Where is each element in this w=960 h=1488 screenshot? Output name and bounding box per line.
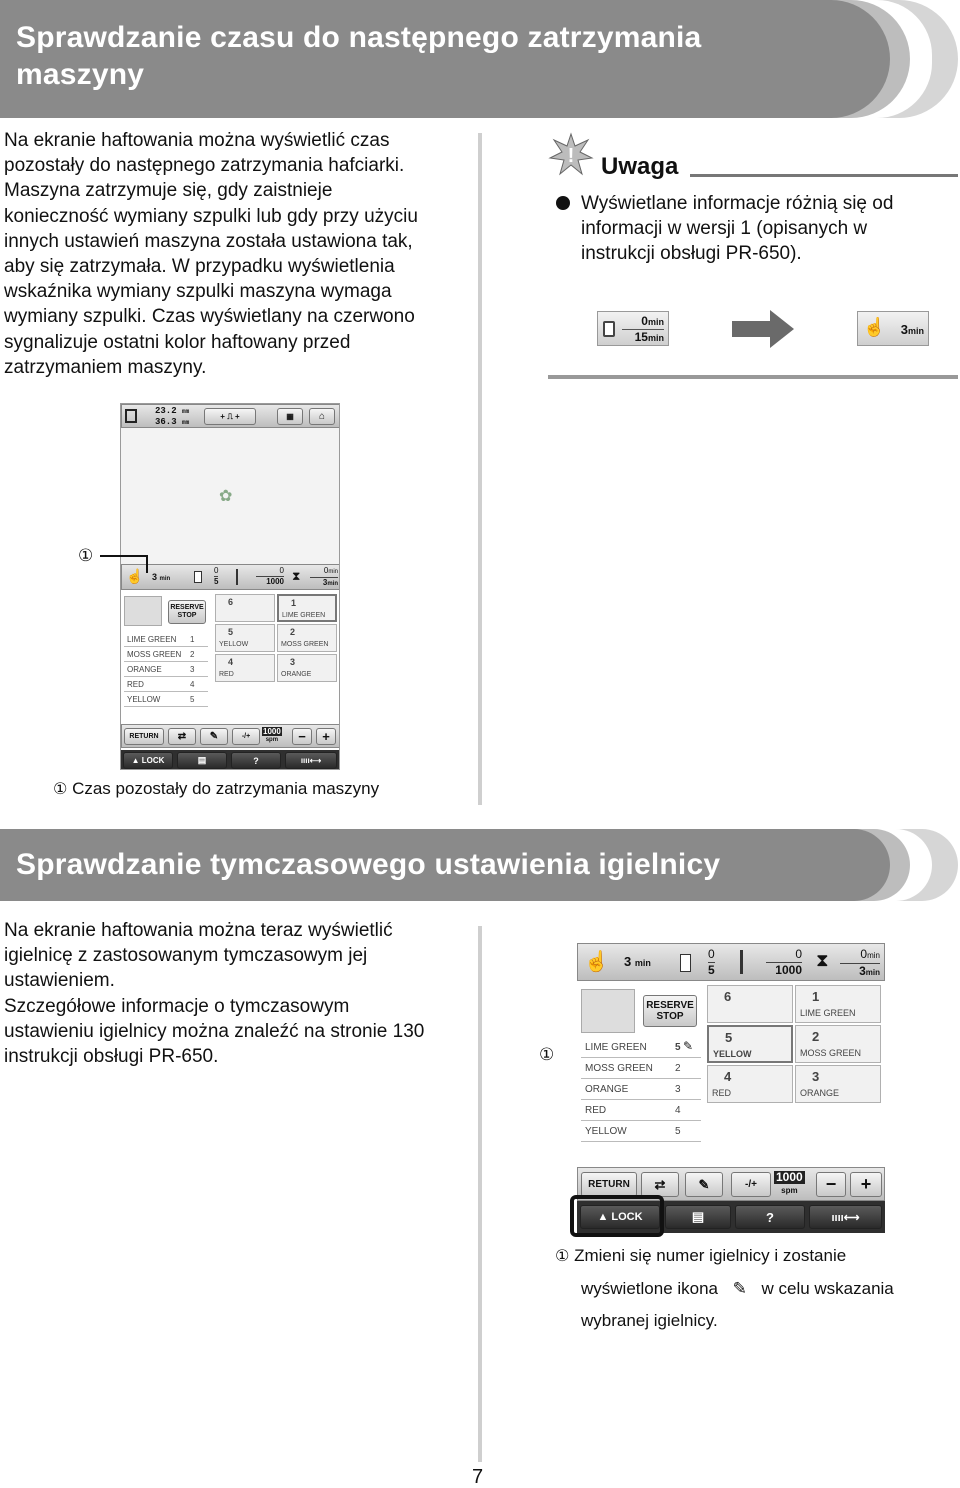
stitch-top: 0 (279, 566, 284, 575)
needle-number: 6 (228, 597, 234, 607)
note-icon (548, 132, 594, 178)
needle-color: RED (712, 1088, 732, 1098)
needle-cell[interactable] (215, 594, 275, 622)
column-divider (478, 926, 482, 1462)
timer-unit: min (867, 951, 880, 960)
indicator-before (597, 311, 669, 346)
help-button[interactable]: ? (735, 1205, 805, 1229)
needle-icon (236, 569, 238, 585)
needle-color: LIME GREEN (800, 1008, 856, 1018)
color-needle: 3 (675, 1084, 681, 1095)
bobbin-icon (603, 321, 615, 337)
needle-cell[interactable] (277, 624, 337, 652)
timer-top: 0 (323, 566, 329, 575)
timer-bottom: 3 (859, 964, 866, 978)
design-thumbnail: ✿ (219, 488, 233, 505)
timer-unit: min (327, 581, 338, 587)
color-name: LIME GREEN (127, 635, 177, 644)
color-row[interactable] (124, 677, 208, 692)
speed-minus-button[interactable]: − (292, 728, 312, 745)
bobbin-bottom: 5 (708, 963, 715, 977)
body-line: ustawieniem. (4, 970, 115, 992)
caption-text: wyświetlone ikona (581, 1278, 719, 1298)
needle-bar-button[interactable]: ıııı⟷ (285, 752, 337, 769)
body-line: Szczegółowe informacje o tymczasowym (4, 995, 350, 1017)
section1-title (16, 19, 701, 93)
color-name: RED (127, 680, 144, 689)
time-unit: min (634, 958, 651, 968)
timer-top: 0 (860, 947, 868, 961)
speed-plus-button[interactable]: + (850, 1172, 882, 1197)
needle-color: ORANGE (800, 1088, 840, 1098)
lock-button[interactable] (123, 752, 173, 769)
color-row[interactable] (124, 692, 208, 707)
design-mini-preview (581, 989, 635, 1033)
caption-2-line1 (555, 1240, 955, 1273)
design-mini-preview (124, 596, 162, 626)
bobbin-swap-button[interactable]: ⇄ (641, 1172, 679, 1197)
arrow-right-icon (732, 310, 794, 348)
needle-color: ORANGE (281, 671, 312, 678)
bobbin-top: 0 (708, 947, 715, 961)
bobbin-icon (680, 954, 691, 972)
timer-unit: min (328, 569, 338, 575)
needle-cell[interactable] (277, 594, 337, 622)
needle-color: YELLOW (713, 1049, 752, 1059)
frame-button[interactable]: + ⎍ + (204, 408, 256, 425)
note-bullet (556, 196, 570, 210)
needle-cell[interactable] (215, 654, 275, 682)
body-line: ustawieniu igielnicy można znaleźć na stronie 130 (4, 1020, 425, 1042)
needle-cell[interactable] (215, 624, 275, 652)
time-to-stop (624, 954, 651, 969)
needle-color: YELLOW (219, 641, 249, 648)
indicator-top-unit: min (647, 317, 664, 327)
speed-unit: spm (265, 737, 279, 743)
caption-marker: ① (53, 779, 68, 798)
section1-title-line1: Sprawdzanie czasu do następnego zatrzymania (16, 21, 702, 54)
warning-icon: ▲ (131, 756, 140, 765)
timer-unit: min (865, 968, 880, 977)
needle-tool-button[interactable]: ✎ (685, 1172, 723, 1197)
list-button[interactable]: ▤ (665, 1205, 731, 1229)
needle-number: 1 (812, 989, 820, 1004)
section1-banner (0, 0, 960, 118)
callout-marker-1: ① (78, 546, 94, 566)
needle-tool-button[interactable]: ✎ (200, 728, 228, 745)
lock-label: LOCK (141, 756, 165, 765)
needle-number: 4 (724, 1069, 732, 1084)
color-name: LIME GREEN (585, 1042, 647, 1053)
page-number: 7 (472, 1466, 484, 1488)
note-line: informacji w wersji 1 (opisanych w (581, 218, 868, 240)
hand-icon: ☝ (863, 317, 886, 337)
size-icon (125, 409, 137, 423)
color-name: ORANGE (127, 665, 162, 674)
color-needle: 2 (675, 1063, 681, 1074)
body-line: instrukcji obsługi PR-650. (4, 1046, 219, 1068)
caption-text: w celu wskazania (761, 1278, 894, 1298)
reserve-label: RESERVE (170, 604, 204, 611)
hourglass-icon: ⧗ (292, 569, 301, 583)
speed-display (262, 727, 282, 745)
reserve-label: RESERVE (646, 1000, 694, 1011)
color-name: RED (585, 1105, 607, 1116)
speed-display (774, 1171, 805, 1197)
body-line: innych ustawień maszyna została ustawiona tak, (4, 230, 413, 252)
needle-color: MOSS GREEN (281, 641, 329, 648)
caption-2 (555, 1240, 955, 1338)
note-text (581, 191, 951, 267)
needle-cell[interactable] (707, 985, 793, 1023)
needle-cell[interactable] (707, 1065, 793, 1103)
body-line: wskaźnika wymiany szpulki maszyna wymaga (4, 281, 392, 303)
needle-number: 3 (812, 1069, 820, 1084)
caption-1 (53, 779, 379, 799)
bobbin-bottom: 5 (214, 577, 219, 586)
body-line: konieczność wymiany szpulki lub gdy przy użyciu (4, 205, 418, 227)
needle-cell[interactable] (707, 1025, 793, 1063)
color-name: MOSS GREEN (585, 1063, 653, 1074)
size-unit: mm (182, 408, 190, 415)
needle-color: RED (219, 671, 234, 678)
needle-number: 2 (290, 627, 296, 637)
reserve-stop-button[interactable] (168, 600, 206, 624)
needle-number: 6 (724, 989, 732, 1004)
embroidery-button[interactable]: ▦ (277, 408, 303, 425)
needle-cell[interactable] (795, 1025, 881, 1063)
body-line: Maszyna zatrzymuje się, gdy zaistnieje (4, 180, 333, 202)
callout-line-1 (100, 555, 148, 557)
reserve-stop-button[interactable] (643, 995, 697, 1027)
stitch-bottom: 1000 (256, 576, 284, 587)
color-needle: 5 (675, 1126, 681, 1137)
bobbin-counter (708, 947, 715, 978)
time-value: 3 (624, 954, 632, 969)
needle-number: 2 (812, 1029, 820, 1044)
indicator-after-value (901, 322, 924, 337)
needle-setting-icon: ✎ (732, 1278, 747, 1298)
stop-label: STOP (177, 612, 197, 619)
caption-marker: ① (555, 1246, 570, 1265)
needle-number: 4 (228, 657, 234, 667)
needle-number: 5 (725, 1030, 733, 1045)
body-line: sygnalizuje ostatni kolor haftowany przed (4, 331, 351, 353)
bobbin-swap-button[interactable]: ⇄ (168, 728, 196, 745)
color-row[interactable] (581, 1100, 701, 1121)
body-line: igielnicę z zastosowanym tymczasowym jej (4, 945, 368, 967)
warning-icon: ▲ (597, 1211, 609, 1223)
note-title-rule (690, 174, 958, 177)
stitch-bottom: 1000 (766, 962, 802, 978)
color-needle: 5 (675, 1042, 681, 1053)
indicator-bottom (635, 330, 664, 344)
return-button[interactable]: RETURN (124, 728, 164, 745)
indicator-bottom-unit: min (647, 333, 664, 343)
help-button[interactable]: ? (231, 752, 281, 769)
indicator-after-unit: min (907, 326, 924, 336)
color-name: YELLOW (127, 695, 161, 704)
list-button[interactable]: ▤ (177, 752, 227, 769)
stitch-counter (256, 566, 284, 587)
caption-text: Zmieni się numer igielnicy i zostanie (574, 1246, 847, 1265)
lock-label: LOCK (611, 1211, 643, 1223)
color-row[interactable] (124, 662, 208, 677)
color-row[interactable] (124, 632, 208, 647)
speed-value: 1000 (776, 1170, 803, 1184)
stitch-top: 0 (795, 947, 802, 961)
note-line: instrukcji obsługi PR-650). (581, 243, 802, 265)
color-needle: 2 (190, 650, 195, 659)
needle-number: 3 (290, 657, 296, 667)
speed-adjust-button[interactable]: -/+ (232, 728, 260, 745)
caption-text: Czas pozostały do zatrzymania maszyny (72, 779, 380, 798)
body-line: aby się zatrzymała. W przypadku wyświetlenia (4, 256, 395, 278)
needle-icon (740, 950, 743, 974)
stitch-counter (766, 947, 802, 978)
color-needle: 3 (190, 665, 195, 674)
timer-bottom: 3 (322, 578, 328, 587)
color-needle: 4 (675, 1105, 681, 1116)
section1-title-line2: maszyny (16, 58, 145, 91)
screen2-status-bar (577, 943, 885, 981)
body-line: wymiany szpulki. Czas wyświetlany na czerwono (4, 306, 415, 328)
caption-2-line3: wybranej igielnicy. (581, 1311, 718, 1330)
size-width: 23.2 (155, 406, 177, 416)
indicator-top (641, 314, 664, 328)
screen1-status-bar (121, 564, 340, 590)
size-height: 36.3 (155, 417, 177, 427)
embroidery-screen-2 (577, 943, 885, 1233)
hand-icon: ☝ (584, 951, 609, 973)
hourglass-icon: ⧗ (816, 950, 829, 970)
svg-text:!: ! (567, 145, 575, 167)
color-row[interactable] (581, 1121, 701, 1142)
speed-unit: spm (781, 1186, 798, 1195)
hand-icon: ☝ (126, 568, 144, 584)
column-divider (478, 133, 482, 805)
body-line: Na ekranie haftowania można wyświetlić czas (4, 130, 390, 151)
needle-number: 5 (228, 627, 234, 637)
needle-tool-indicator-icon: ✎ (683, 1039, 694, 1053)
color-needle: 1 (190, 635, 195, 644)
time-to-stop (152, 572, 170, 582)
needle-cell[interactable] (795, 1065, 881, 1103)
color-row[interactable] (581, 1079, 701, 1100)
embroidery-screen-1 (120, 403, 340, 770)
color-row[interactable] (581, 1058, 701, 1079)
section2-banner (0, 829, 960, 901)
body-line: Na ekranie haftowania można teraz wyświetlić (4, 920, 393, 941)
size-unit: mm (182, 419, 190, 426)
callout-marker-2: ① (539, 1045, 555, 1065)
needle-bar-button[interactable]: ıııı⟷ (809, 1205, 882, 1229)
note-bottom-rule (548, 375, 958, 379)
color-needle: 5 (190, 695, 195, 704)
indicator-top-value: 0 (641, 314, 648, 328)
color-needle: 4 (190, 680, 195, 689)
callout-line-1-v (146, 555, 148, 573)
section1-body (4, 128, 474, 380)
body-line: zatrzymaniem maszyny. (4, 356, 207, 378)
needle-number: 1 (291, 598, 297, 608)
home-button[interactable]: ⌂ (309, 408, 335, 425)
section2-title: Sprawdzanie tymczasowego ustawienia igielnicy (16, 848, 721, 881)
color-name: MOSS GREEN (127, 650, 182, 659)
note-title: Uwaga (601, 153, 679, 180)
speed-plus-button[interactable]: + (316, 728, 336, 745)
indicator-after-number: 3 (900, 322, 908, 337)
lock-button-highlight (570, 1195, 664, 1237)
return-button[interactable]: RETURN (581, 1172, 637, 1197)
timer-counter (840, 947, 880, 980)
speed-value: 1000 (263, 727, 281, 736)
indicator-after (857, 311, 929, 346)
bobbin-icon (194, 571, 202, 583)
timer-counter (310, 566, 338, 589)
stop-label: STOP (656, 1011, 684, 1022)
bobbin-counter (214, 566, 218, 587)
needle-cell[interactable] (795, 985, 881, 1023)
color-name: ORANGE (585, 1084, 629, 1095)
caption-2-line2 (555, 1273, 955, 1306)
time-unit: min (159, 576, 171, 582)
needle-cell[interactable] (277, 654, 337, 682)
color-row[interactable] (124, 647, 208, 662)
section2-body (4, 918, 474, 1069)
bobbin-top: 0 (214, 566, 219, 575)
color-name: YELLOW (585, 1126, 627, 1137)
screen1-bottom-toolbar (121, 724, 340, 748)
needle-color: LIME GREEN (282, 612, 326, 619)
screen1-lock-bar (121, 750, 340, 770)
body-line: pozostały do następnego zatrzymania hafciarki. (4, 155, 405, 177)
needle-color: MOSS GREEN (800, 1048, 862, 1058)
speed-adjust-button[interactable]: -/+ (731, 1172, 771, 1197)
speed-minus-button[interactable]: − (816, 1172, 846, 1197)
screen1-top-bar (121, 404, 340, 428)
time-value: 3 (152, 572, 158, 582)
indicator-bottom-value: 15 (634, 330, 648, 344)
size-values (155, 406, 189, 428)
note-line: Wyświetlane informacje różnią się od (581, 193, 894, 214)
